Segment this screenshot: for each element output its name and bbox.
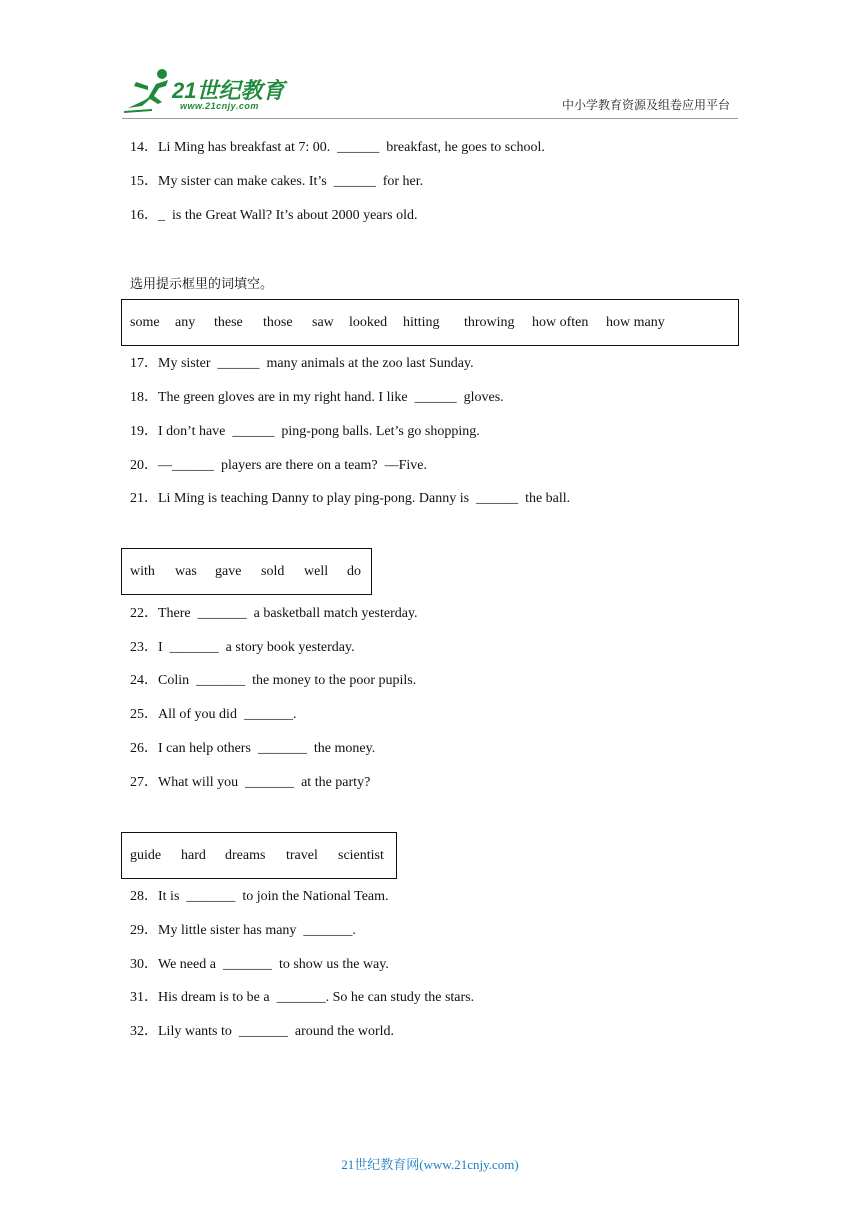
question-31 [130, 989, 474, 1007]
question-number: 14． [130, 140, 158, 155]
question-text: It is _______ to join the National Team. [158, 889, 389, 904]
logo-title: 21世纪教育 [172, 78, 285, 103]
word-box-item: throwing [464, 315, 515, 330]
question-19 [130, 423, 480, 441]
question-text: —______ players are there on a team? —Five. [158, 458, 428, 473]
word-box-1 [121, 299, 739, 346]
question-text: Lily wants to _______ around the world. [158, 1024, 395, 1039]
word-box-item: well [304, 564, 329, 579]
question-28 [130, 888, 389, 906]
footer-link[interactable]: 21世纪教育网(www.21cnjy.com) [341, 1157, 519, 1172]
word-box-item: gave [215, 564, 242, 579]
question-27 [130, 774, 370, 792]
word-box-item: guide [130, 848, 162, 863]
question-text: My sister can make cakes. It’s ______ for her. [158, 174, 424, 189]
word-box-item: dreams [225, 848, 266, 863]
question-text: My little sister has many _______. [158, 923, 356, 938]
word-box-item: some [130, 315, 160, 330]
question-number: 30． [130, 957, 158, 972]
question-text: Li Ming has breakfast at 7: 00. ______ breakfast, he goes to school. [158, 140, 545, 155]
word-box-item: any [175, 315, 196, 330]
word-box-item: scientist [338, 848, 384, 863]
question-text: I _______ a story book yesterday. [158, 640, 355, 655]
question-number: 23． [130, 640, 158, 655]
question-29 [130, 922, 356, 940]
question-number: 32． [130, 1024, 158, 1039]
question-text: Colin _______ the money to the poor pupils. [158, 673, 417, 688]
question-number: 25． [130, 707, 158, 722]
question-number: 27． [130, 775, 158, 790]
question-20 [130, 457, 427, 475]
question-24 [130, 672, 416, 690]
question-number: 19． [130, 424, 158, 439]
question-text: The green gloves are in my right hand. I like ______ gloves. [158, 390, 504, 405]
question-text: I can help others _______ the money. [158, 741, 376, 756]
question-text: Li Ming is teaching Danny to play ping-pong. Danny is ______ the ball. [158, 491, 571, 506]
word-box-item: these [214, 315, 243, 330]
question-number: 20． [130, 458, 158, 473]
header-divider [122, 118, 738, 119]
question-text: There _______ a basketball match yesterday. [158, 606, 418, 621]
word-box-3 [121, 832, 397, 879]
question-number: 21． [130, 491, 158, 506]
word-box-item: hard [181, 848, 206, 863]
page-header [0, 0, 860, 125]
word-box-item: those [263, 315, 293, 330]
question-number: 17． [130, 356, 158, 371]
question-number: 15． [130, 174, 158, 189]
question-text: My sister ______ many animals at the zoo last Sunday. [158, 356, 474, 371]
question-text: _ is the Great Wall? It’s about 2000 years old. [158, 208, 418, 223]
question-number: 22． [130, 606, 158, 621]
header-tagline: 中小学教育资源及组卷应用平台 [561, 98, 730, 112]
word-box-item: sold [261, 564, 285, 579]
site-logo [122, 68, 292, 114]
question-25 [130, 706, 296, 724]
question-15 [130, 173, 423, 191]
word-box-item: looked [349, 315, 388, 330]
question-number: 24． [130, 673, 158, 688]
question-text: We need a _______ to show us the way. [158, 957, 389, 972]
word-box-item: travel [286, 848, 318, 863]
question-text: All of you did _______. [158, 707, 297, 722]
question-23 [130, 639, 355, 657]
runner-logo-icon [122, 68, 176, 114]
question-16 [130, 207, 418, 225]
question-22 [130, 605, 418, 623]
word-box-item: was [175, 564, 197, 579]
section-instruction: 选用提示框里的词填空。 [130, 277, 274, 292]
word-box-item: how often [532, 315, 589, 330]
word-box-item: hitting [403, 315, 440, 330]
word-box-item: do [347, 564, 361, 579]
question-number: 18． [130, 390, 158, 405]
question-18 [130, 389, 504, 407]
question-30 [130, 956, 389, 974]
page-footer [0, 1154, 860, 1173]
logo-url: www.21cnjy.com [180, 101, 259, 111]
question-number: 28． [130, 889, 158, 904]
word-box-2 [121, 548, 372, 595]
question-text: His dream is to be a _______. So he can study the stars. [158, 990, 475, 1005]
question-26 [130, 740, 375, 758]
question-number: 26． [130, 741, 158, 756]
question-number: 29． [130, 923, 158, 938]
question-21 [130, 490, 570, 508]
question-32 [130, 1023, 394, 1041]
word-box-item: with [130, 564, 155, 579]
question-number: 16． [130, 208, 158, 223]
question-text: I don’t have ______ ping-pong balls. Let’s go shopping. [158, 424, 480, 439]
question-number: 31． [130, 990, 158, 1005]
word-box-item: saw [312, 315, 334, 330]
word-box-item: how many [606, 315, 665, 330]
question-text: What will you _______ at the party? [158, 775, 371, 790]
question-17 [130, 355, 474, 373]
question-14 [130, 139, 545, 157]
